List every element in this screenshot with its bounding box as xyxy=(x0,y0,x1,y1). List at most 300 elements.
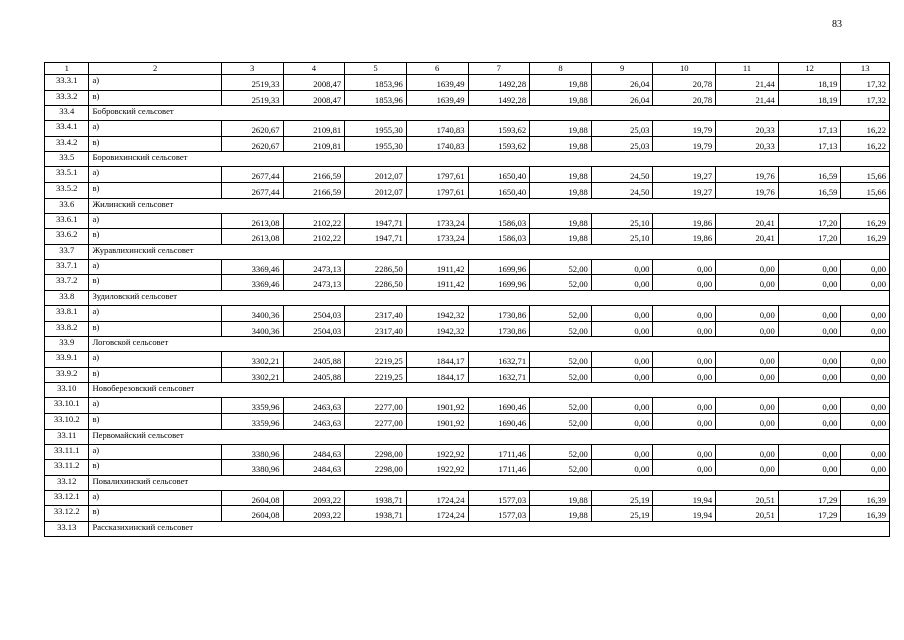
row-subitem: а) xyxy=(89,352,221,368)
value-cell: 0,00 xyxy=(653,259,716,275)
row-code: 33.5.1 xyxy=(45,167,89,183)
value-cell: 19,88 xyxy=(530,75,592,91)
row-subitem: в) xyxy=(89,413,221,429)
row-code: 33.8.1 xyxy=(45,305,89,321)
value-cell: 2277,00 xyxy=(345,413,407,429)
value-cell: 17,13 xyxy=(778,136,841,152)
row-subitem: а) xyxy=(89,167,221,183)
value-cell: 52,00 xyxy=(530,367,592,383)
value-cell: 0,00 xyxy=(841,398,890,414)
value-cell: 1690,46 xyxy=(468,413,530,429)
value-cell: 20,51 xyxy=(716,490,779,506)
value-cell: 21,44 xyxy=(716,75,779,91)
value-cell: 2620,67 xyxy=(221,136,283,152)
value-cell: 1797,61 xyxy=(406,167,468,183)
value-cell: 1711,46 xyxy=(468,444,530,460)
value-cell: 1586,03 xyxy=(468,229,530,245)
value-cell: 20,78 xyxy=(653,90,716,106)
table-row xyxy=(45,121,890,137)
value-cell: 1938,71 xyxy=(345,506,407,522)
value-cell: 1724,24 xyxy=(406,506,468,522)
value-cell: 1492,28 xyxy=(468,90,530,106)
value-cell: 15,66 xyxy=(841,167,890,183)
value-cell: 19,88 xyxy=(530,167,592,183)
value-cell: 1901,92 xyxy=(406,398,468,414)
value-cell: 2166,59 xyxy=(283,167,345,183)
value-cell: 1586,03 xyxy=(468,213,530,229)
value-cell: 19,88 xyxy=(530,136,592,152)
value-cell: 3380,96 xyxy=(221,444,283,460)
value-cell: 3369,46 xyxy=(221,275,283,291)
table-row xyxy=(45,321,890,337)
value-cell: 1955,30 xyxy=(345,136,407,152)
value-cell: 19,86 xyxy=(653,229,716,245)
row-code: 33.10.1 xyxy=(45,398,89,414)
value-cell: 19,86 xyxy=(653,213,716,229)
table-row xyxy=(45,136,890,152)
value-cell: 0,00 xyxy=(841,413,890,429)
row-code: 33.7.1 xyxy=(45,259,89,275)
value-cell: 2405,88 xyxy=(283,352,345,368)
table-row xyxy=(45,213,890,229)
value-cell: 17,32 xyxy=(841,75,890,91)
value-cell: 3400,36 xyxy=(221,305,283,321)
value-cell: 0,00 xyxy=(778,352,841,368)
row-subitem: а) xyxy=(89,75,221,91)
value-cell: 0,00 xyxy=(591,413,653,429)
value-cell: 0,00 xyxy=(653,367,716,383)
section-header-row xyxy=(45,521,890,536)
value-cell: 52,00 xyxy=(530,460,592,476)
value-cell: 19,88 xyxy=(530,90,592,106)
value-cell: 2298,00 xyxy=(345,444,407,460)
value-cell: 1911,42 xyxy=(406,259,468,275)
value-cell: 19,88 xyxy=(530,121,592,137)
row-code: 33.5.2 xyxy=(45,182,89,198)
table-row xyxy=(45,352,890,368)
section-name: Повалихинский сельсовет xyxy=(89,475,890,490)
value-cell: 1577,03 xyxy=(468,490,530,506)
value-cell: 3302,21 xyxy=(221,352,283,368)
row-subitem: в) xyxy=(89,367,221,383)
section-name: Первомайский сельсовет xyxy=(89,429,890,444)
value-cell: 2277,00 xyxy=(345,398,407,414)
row-code: 33.8.2 xyxy=(45,321,89,337)
value-cell: 0,00 xyxy=(591,259,653,275)
row-code: 33.6.1 xyxy=(45,213,89,229)
table-row xyxy=(45,413,890,429)
column-number-header: 13 xyxy=(841,63,890,75)
row-code: 33.4.1 xyxy=(45,121,89,137)
value-cell: 0,00 xyxy=(591,398,653,414)
row-code: 33.4.2 xyxy=(45,136,89,152)
column-number-header: 4 xyxy=(283,63,345,75)
row-subitem: а) xyxy=(89,490,221,506)
value-cell: 19,27 xyxy=(653,182,716,198)
value-cell: 1901,92 xyxy=(406,413,468,429)
value-cell: 2484,63 xyxy=(283,444,345,460)
value-cell: 0,00 xyxy=(841,275,890,291)
value-cell: 2463,63 xyxy=(283,398,345,414)
value-cell: 17,32 xyxy=(841,90,890,106)
section-code: 33.4 xyxy=(45,106,89,121)
value-cell: 2012,07 xyxy=(345,182,407,198)
table-row xyxy=(45,75,890,91)
section-code: 33.9 xyxy=(45,337,89,352)
value-cell: 1853,96 xyxy=(345,75,407,91)
value-cell: 3400,36 xyxy=(221,321,283,337)
value-cell: 3369,46 xyxy=(221,259,283,275)
value-cell: 19,88 xyxy=(530,490,592,506)
value-cell: 1942,32 xyxy=(406,305,468,321)
section-header-row xyxy=(45,383,890,398)
value-cell: 2012,07 xyxy=(345,167,407,183)
value-cell: 25,19 xyxy=(591,506,653,522)
value-cell: 1740,83 xyxy=(406,121,468,137)
value-cell: 2093,22 xyxy=(283,506,345,522)
value-cell: 26,04 xyxy=(591,90,653,106)
value-cell: 16,22 xyxy=(841,121,890,137)
value-cell: 15,66 xyxy=(841,182,890,198)
column-number-header: 9 xyxy=(591,63,653,75)
value-cell: 16,29 xyxy=(841,229,890,245)
value-cell: 1639,49 xyxy=(406,90,468,106)
value-cell: 2008,47 xyxy=(283,75,345,91)
section-header-row xyxy=(45,198,890,213)
value-cell: 2317,40 xyxy=(345,305,407,321)
value-cell: 20,33 xyxy=(716,136,779,152)
value-cell: 16,59 xyxy=(778,167,841,183)
page-number: 83 xyxy=(832,19,842,30)
table-row xyxy=(45,275,890,291)
value-cell: 0,00 xyxy=(653,413,716,429)
value-cell: 17,13 xyxy=(778,121,841,137)
value-cell: 0,00 xyxy=(716,305,779,321)
value-cell: 52,00 xyxy=(530,321,592,337)
section-header-row xyxy=(45,337,890,352)
value-cell: 2473,13 xyxy=(283,259,345,275)
value-cell: 0,00 xyxy=(778,413,841,429)
value-cell: 26,04 xyxy=(591,75,653,91)
value-cell: 0,00 xyxy=(591,321,653,337)
column-number-header: 6 xyxy=(406,63,468,75)
row-code: 33.7.2 xyxy=(45,275,89,291)
table-row xyxy=(45,460,890,476)
row-subitem: а) xyxy=(89,305,221,321)
value-cell: 1711,46 xyxy=(468,460,530,476)
value-cell: 1947,71 xyxy=(345,213,407,229)
section-code: 33.11 xyxy=(45,429,89,444)
value-cell: 2463,63 xyxy=(283,413,345,429)
value-cell: 2109,81 xyxy=(283,136,345,152)
section-name: Зудиловский сельсовет xyxy=(89,290,890,305)
value-cell: 0,00 xyxy=(591,305,653,321)
row-code: 33.12.2 xyxy=(45,506,89,522)
table-row xyxy=(45,506,890,522)
value-cell: 0,00 xyxy=(591,275,653,291)
value-cell: 1632,71 xyxy=(468,367,530,383)
value-cell: 1740,83 xyxy=(406,136,468,152)
value-cell: 0,00 xyxy=(716,413,779,429)
value-cell: 2677,44 xyxy=(221,182,283,198)
value-cell: 19,88 xyxy=(530,229,592,245)
value-cell: 0,00 xyxy=(653,444,716,460)
value-cell: 52,00 xyxy=(530,352,592,368)
value-cell: 0,00 xyxy=(716,259,779,275)
value-cell: 25,03 xyxy=(591,136,653,152)
value-cell: 2604,08 xyxy=(221,490,283,506)
row-subitem: а) xyxy=(89,213,221,229)
table-row xyxy=(45,490,890,506)
value-cell: 52,00 xyxy=(530,275,592,291)
table-body xyxy=(45,75,890,537)
table-row xyxy=(45,398,890,414)
value-cell: 1730,86 xyxy=(468,305,530,321)
column-number-header: 7 xyxy=(468,63,530,75)
value-cell: 3359,96 xyxy=(221,398,283,414)
section-name: Логовской сельсовет xyxy=(89,337,890,352)
column-number-header: 8 xyxy=(530,63,592,75)
row-subitem: а) xyxy=(89,444,221,460)
row-subitem: в) xyxy=(89,506,221,522)
value-cell: 0,00 xyxy=(841,444,890,460)
value-cell: 25,10 xyxy=(591,213,653,229)
section-code: 33.6 xyxy=(45,198,89,213)
value-cell: 2093,22 xyxy=(283,490,345,506)
value-cell: 1724,24 xyxy=(406,490,468,506)
value-cell: 2677,44 xyxy=(221,167,283,183)
value-cell: 2620,67 xyxy=(221,121,283,137)
value-cell: 17,20 xyxy=(778,213,841,229)
value-cell: 0,00 xyxy=(841,367,890,383)
value-cell: 19,79 xyxy=(653,136,716,152)
value-cell: 0,00 xyxy=(653,460,716,476)
value-cell: 0,00 xyxy=(778,275,841,291)
value-cell: 1492,28 xyxy=(468,75,530,91)
section-code: 33.5 xyxy=(45,152,89,167)
table-row xyxy=(45,229,890,245)
value-cell: 0,00 xyxy=(653,352,716,368)
value-cell: 0,00 xyxy=(778,398,841,414)
value-cell: 25,19 xyxy=(591,490,653,506)
value-cell: 2102,22 xyxy=(283,229,345,245)
column-number-header: 1 xyxy=(45,63,89,75)
value-cell: 3359,96 xyxy=(221,413,283,429)
value-cell: 1730,86 xyxy=(468,321,530,337)
value-cell: 16,39 xyxy=(841,506,890,522)
value-cell: 1947,71 xyxy=(345,229,407,245)
value-cell: 1733,24 xyxy=(406,229,468,245)
section-code: 33.7 xyxy=(45,244,89,259)
value-cell: 3380,96 xyxy=(221,460,283,476)
table-row xyxy=(45,182,890,198)
value-cell: 0,00 xyxy=(716,460,779,476)
value-cell: 2286,50 xyxy=(345,275,407,291)
value-cell: 2504,03 xyxy=(283,305,345,321)
value-cell: 20,41 xyxy=(716,213,779,229)
value-cell: 52,00 xyxy=(530,398,592,414)
value-cell: 1593,62 xyxy=(468,121,530,137)
value-cell: 2613,08 xyxy=(221,213,283,229)
value-cell: 2504,03 xyxy=(283,321,345,337)
value-cell: 16,22 xyxy=(841,136,890,152)
section-header-row xyxy=(45,152,890,167)
value-cell: 24,50 xyxy=(591,167,653,183)
value-cell: 2473,13 xyxy=(283,275,345,291)
value-cell: 1955,30 xyxy=(345,121,407,137)
row-subitem: в) xyxy=(89,182,221,198)
value-cell: 0,00 xyxy=(716,352,779,368)
value-cell: 2405,88 xyxy=(283,367,345,383)
value-cell: 2519,33 xyxy=(221,90,283,106)
value-cell: 1938,71 xyxy=(345,490,407,506)
section-header-row xyxy=(45,106,890,121)
value-cell: 1844,17 xyxy=(406,352,468,368)
value-cell: 25,03 xyxy=(591,121,653,137)
row-code: 33.9.1 xyxy=(45,352,89,368)
value-cell: 0,00 xyxy=(841,305,890,321)
value-cell: 1922,92 xyxy=(406,444,468,460)
value-cell: 1844,17 xyxy=(406,367,468,383)
row-code: 33.12.1 xyxy=(45,490,89,506)
row-code: 33.3.1 xyxy=(45,75,89,91)
value-cell: 0,00 xyxy=(653,321,716,337)
section-code: 33.13 xyxy=(45,521,89,536)
value-cell: 2166,59 xyxy=(283,182,345,198)
table-row xyxy=(45,367,890,383)
section-name: Журавлихинский сельсовет xyxy=(89,244,890,259)
value-cell: 18,19 xyxy=(778,75,841,91)
value-cell: 19,94 xyxy=(653,490,716,506)
value-cell: 19,79 xyxy=(653,121,716,137)
section-header-row xyxy=(45,290,890,305)
value-cell: 20,41 xyxy=(716,229,779,245)
value-cell: 1853,96 xyxy=(345,90,407,106)
value-cell: 0,00 xyxy=(591,367,653,383)
table-row xyxy=(45,259,890,275)
tariff-table xyxy=(44,62,890,537)
value-cell: 18,19 xyxy=(778,90,841,106)
value-cell: 19,76 xyxy=(716,167,779,183)
value-cell: 2219,25 xyxy=(345,367,407,383)
column-number-header: 10 xyxy=(653,63,716,75)
value-cell: 0,00 xyxy=(778,444,841,460)
column-number-header: 11 xyxy=(716,63,779,75)
value-cell: 0,00 xyxy=(716,367,779,383)
value-cell: 19,76 xyxy=(716,182,779,198)
value-cell: 2604,08 xyxy=(221,506,283,522)
row-subitem: в) xyxy=(89,90,221,106)
value-cell: 0,00 xyxy=(716,321,779,337)
table-row xyxy=(45,444,890,460)
value-cell: 2109,81 xyxy=(283,121,345,137)
row-subitem: в) xyxy=(89,275,221,291)
column-number-header: 5 xyxy=(345,63,407,75)
value-cell: 17,29 xyxy=(778,506,841,522)
value-cell: 1632,71 xyxy=(468,352,530,368)
column-number-header: 3 xyxy=(221,63,283,75)
value-cell: 1699,96 xyxy=(468,259,530,275)
value-cell: 16,29 xyxy=(841,213,890,229)
section-code: 33.12 xyxy=(45,475,89,490)
value-cell: 17,29 xyxy=(778,490,841,506)
value-cell: 0,00 xyxy=(778,305,841,321)
value-cell: 19,88 xyxy=(530,182,592,198)
value-cell: 1577,03 xyxy=(468,506,530,522)
value-cell: 0,00 xyxy=(653,305,716,321)
value-cell: 0,00 xyxy=(591,460,653,476)
value-cell: 0,00 xyxy=(591,444,653,460)
row-code: 33.11.2 xyxy=(45,460,89,476)
row-code: 33.3.2 xyxy=(45,90,89,106)
value-cell: 2102,22 xyxy=(283,213,345,229)
value-cell: 0,00 xyxy=(778,259,841,275)
value-cell: 19,27 xyxy=(653,167,716,183)
value-cell: 2317,40 xyxy=(345,321,407,337)
value-cell: 2519,33 xyxy=(221,75,283,91)
value-cell: 19,94 xyxy=(653,506,716,522)
table-row xyxy=(45,305,890,321)
row-code: 33.9.2 xyxy=(45,367,89,383)
value-cell: 19,88 xyxy=(530,213,592,229)
value-cell: 25,10 xyxy=(591,229,653,245)
value-cell: 52,00 xyxy=(530,444,592,460)
section-name: Боровихинский сельсовет xyxy=(89,152,890,167)
column-number-header: 2 xyxy=(89,63,221,75)
value-cell: 1690,46 xyxy=(468,398,530,414)
value-cell: 2286,50 xyxy=(345,259,407,275)
value-cell: 2613,08 xyxy=(221,229,283,245)
value-cell: 2008,47 xyxy=(283,90,345,106)
value-cell: 0,00 xyxy=(841,259,890,275)
value-cell: 1639,49 xyxy=(406,75,468,91)
row-subitem: в) xyxy=(89,321,221,337)
row-subitem: в) xyxy=(89,136,221,152)
value-cell: 1650,40 xyxy=(468,167,530,183)
table-row xyxy=(45,167,890,183)
value-cell: 19,88 xyxy=(530,506,592,522)
row-subitem: а) xyxy=(89,259,221,275)
value-cell: 1922,92 xyxy=(406,460,468,476)
value-cell: 1911,42 xyxy=(406,275,468,291)
value-cell: 1797,61 xyxy=(406,182,468,198)
row-subitem: в) xyxy=(89,460,221,476)
value-cell: 20,78 xyxy=(653,75,716,91)
row-code: 33.10.2 xyxy=(45,413,89,429)
column-number-header: 12 xyxy=(778,63,841,75)
value-cell: 0,00 xyxy=(778,321,841,337)
section-name: Жилинский сельсовет xyxy=(89,198,890,213)
value-cell: 0,00 xyxy=(716,398,779,414)
value-cell: 0,00 xyxy=(653,275,716,291)
value-cell: 0,00 xyxy=(841,352,890,368)
section-name: Новоберезовский сельсовет xyxy=(89,383,890,398)
value-cell: 24,50 xyxy=(591,182,653,198)
value-cell: 16,59 xyxy=(778,182,841,198)
value-cell: 2219,25 xyxy=(345,352,407,368)
value-cell: 0,00 xyxy=(778,367,841,383)
value-cell: 1593,62 xyxy=(468,136,530,152)
value-cell: 0,00 xyxy=(778,460,841,476)
section-code: 33.8 xyxy=(45,290,89,305)
section-name: Рассказихинский сельсовет xyxy=(89,521,890,536)
row-subitem: а) xyxy=(89,121,221,137)
table-row xyxy=(45,90,890,106)
section-name: Бобровский сельсовет xyxy=(89,106,890,121)
value-cell: 20,51 xyxy=(716,506,779,522)
value-cell: 0,00 xyxy=(653,398,716,414)
value-cell: 1699,96 xyxy=(468,275,530,291)
